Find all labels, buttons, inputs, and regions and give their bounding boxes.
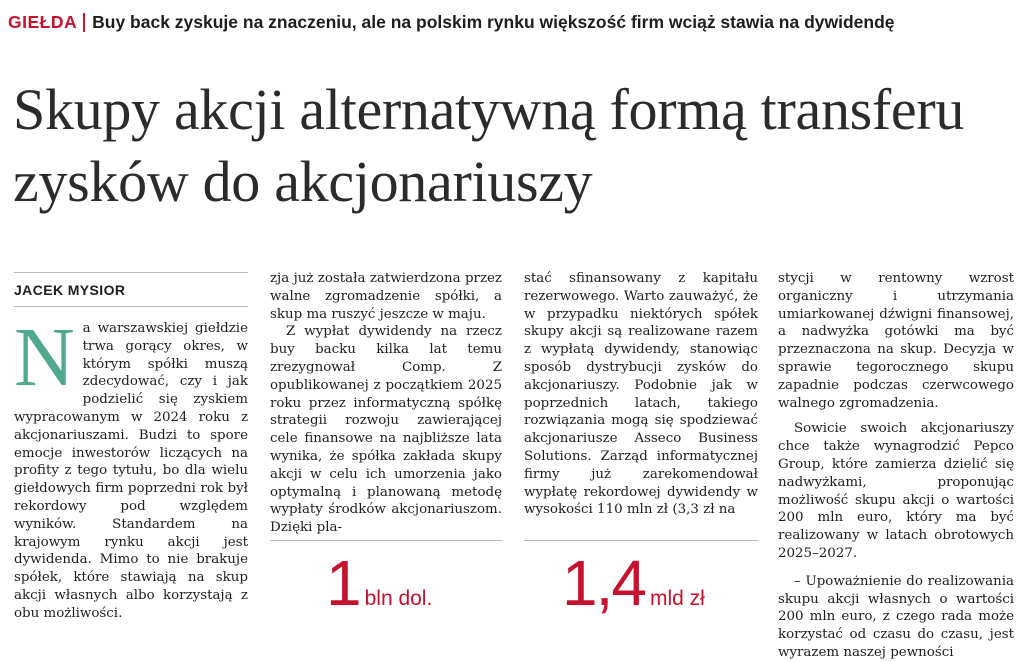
- stat-unit: bln dol.: [364, 587, 433, 610]
- section-separator: [83, 13, 85, 32]
- byline-rule-bottom: [14, 306, 248, 307]
- lead-paragraph: [14, 311, 248, 623]
- kicker-text: Buy back zyskuje na znaczeniu, ale na polskim rynku większość firm wciąż stawia na dywidendę: [92, 11, 895, 32]
- article-column-3: [524, 270, 758, 519]
- lead-text: a warszawskiej giełdzie trwa gorący okres, w którym spółki muszą zdecydować, czy i jak podzielić się zyskiem wypracowanym w 2024 roku z akcjonariuszami. Budzi to spore emocje inwestorów liczących na profity z tego tytułu, bo dla wielu giełdowych firm poprzedni rok był rekordowy pod względem wyników. Standardem na krajowym rynku akcji jest dywidenda. Mimo to nie brakuje spółek, które stawiają na skup akcji własnych albo korzystają z obu możliwości.: [14, 321, 248, 621]
- stat-value: 1,4: [562, 547, 645, 619]
- stat-rule-2: [524, 540, 758, 541]
- paragraph: zja już została zatwierdzona przez walne zgromadzenie spółki, a skup ma ruszyć jeszcze w maju.: [270, 271, 502, 322]
- article-column-4: [778, 270, 1014, 662]
- paragraph: Sowicie swoich akcjonariuszy chce także wynagrodzić Pepco Group, które zamierza dzielić się nadwyżkami, proponując możliwość skupu akcji o wartości 200 mln euro, który ma być realizowany w latach obrotowych 2025–2027.: [778, 421, 1014, 561]
- quote-paragraph: – Upoważnienie do realizowania skupu akcji własnych o wartości 200 mln euro, z czego rada może korzystać od czasu do czasu, jest wyrazem naszej pewności: [778, 573, 1014, 660]
- author-byline: JACEK MYSIOR: [14, 282, 126, 298]
- stat-rule-1: [270, 540, 502, 541]
- stat-value: 1: [326, 547, 360, 619]
- paragraph: stycji w rentowny wzrost organiczny i utrzymania umiarkowanej dźwigni finansowej, a nadwyżka gotówki ma być przeznaczona na skup. Decyzja w sprawie tegorocznego skupu zapadnie podczas czerwcowego walnego zgromadzenia.: [778, 271, 1014, 411]
- section-header: [8, 8, 895, 36]
- drop-cap: N: [14, 311, 75, 404]
- paragraph: stać sfinansowany z kapitału rezerwowego. Warto zauważyć, że w przypadku niektórych spółek skupy akcji są realizowane razem z wypłatą dywidendy, stanowiąc sposób dystrybucji zysków do akcjonariuszy. Podobnie jak w poprzednich latach, takiego rozwiązania mogą się spodziewać akcjonariusze Asseco Business Solutions. Zarząd informatycznej firmy już zarekomendował wypłatę rekordowej dywidendy w wysokości 110 mln zł (3,3 zł na: [524, 271, 758, 518]
- section-label: GIEŁDA: [8, 11, 78, 32]
- article-headline: Skupy akcji alternatywną formą transferu zysków do akcjonariuszy: [13, 77, 965, 214]
- stat-callout-2: [562, 546, 705, 620]
- byline-rule-top: [14, 272, 248, 273]
- paragraph: Z wypłat dywidendy na rzecz buy backu kilka lat temu zrezygnował Comp. Z opublikowanej z początkiem 2025 roku przez informatyczną spółkę strategii rozwoju zawierającej cele finansowe na najbliższe lata wynika, że spółka zakłada skupy akcji w celu ich umorzenia jako optymalną i planowaną metodę wypłaty środków akcjonariuszom. Dzięki pla-: [270, 324, 502, 536]
- stat-callout-1: [326, 546, 432, 620]
- stat-unit: mld zł: [649, 587, 705, 610]
- article-column-2: [270, 270, 502, 537]
- article-column-1: [14, 311, 248, 623]
